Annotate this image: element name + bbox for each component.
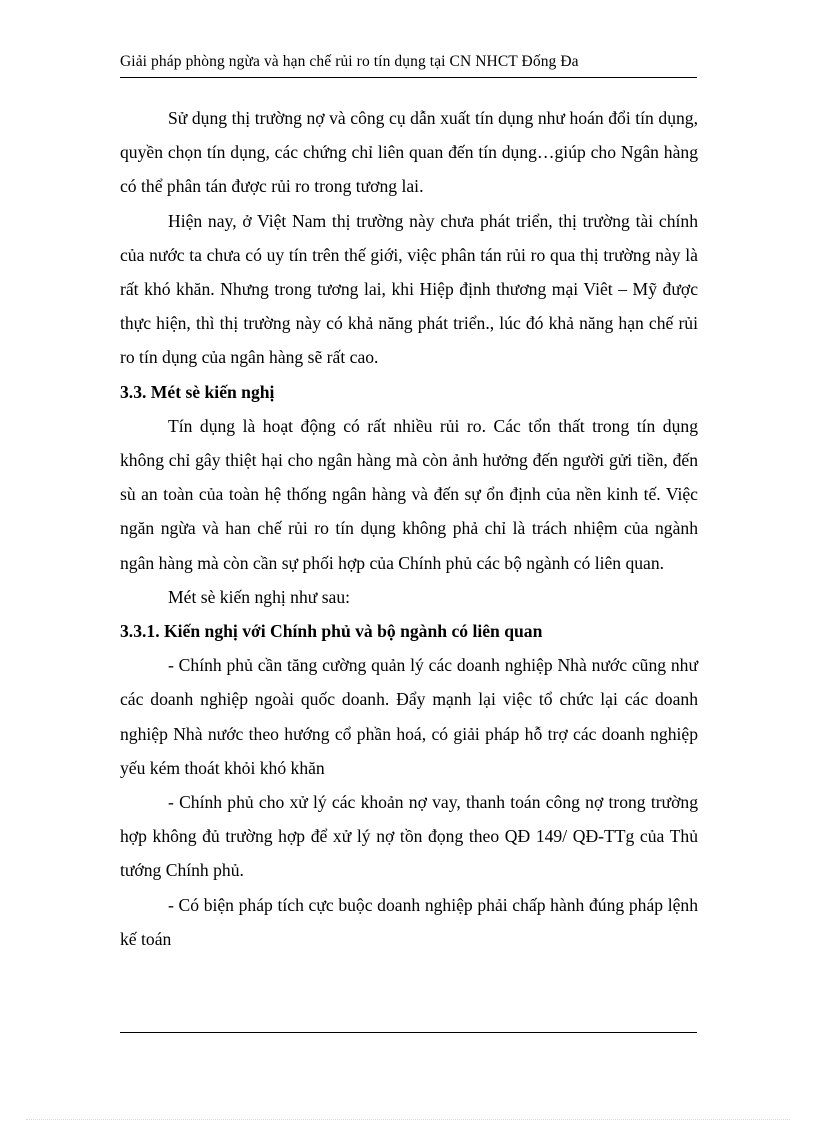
section-heading-recommendations: 3.3. Mét sè kiến nghị: [120, 381, 275, 402]
paragraph-recommendations-intro: Mét sè kiến nghị như sau:: [168, 586, 351, 607]
header-rule: [120, 77, 697, 78]
paragraph-credit-risk: Tín dụng là hoạt động có rất nhiều rủi ro. Các tổn thất trong tín dụng không chỉ gây thiệt hại cho ngân hàng mà còn ảnh hưởng đến người gửi tiền, đến sù an toàn của toàn hệ thống ngân hàng và đến sự ổn định của nền kinh tế. Việc ngăn ngừa và han chế rủi ro tín dụng không phả chỉ là trách nhiệm của ngành ngân hàng mà còn cần sự phối hợp của Chính phủ các bộ ngành có liên quan.: [120, 415, 698, 573]
paragraph-vietnam-market: Hiện nay, ở Việt Nam thị trường này chưa phát triển, thị trường tài chính của nước ta chưa có uy tín trên thế giới, việc phân tán rủi ro qua thị trường này là rất khó khăn. Nhưng trong tương lai, khi Hiệp định thương mại Viêt – Mỹ được thực hiện, thì thị trường này có khả năng phát triển., lúc đó khả năng hạn chế rủi ro tín dụng của ngân hàng sẽ rất cao.: [120, 210, 698, 368]
paragraph-accounting-law: - Có biện pháp tích cực buộc doanh nghiệp phải chấp hành đúng pháp lệnh kế toán: [120, 894, 698, 949]
paragraph-credit-derivatives: Sử dụng thị trường nợ và công cụ dẫn xuất tín dụng như hoán đổi tín dụng, quyền chọn tín dụng, các chứng chỉ liên quan đến tín dụng…giúp cho Ngân hàng có thể phân tán được rủi ro trong tương lai.: [120, 108, 698, 197]
footer-rule: [120, 1032, 697, 1033]
document-body: [120, 101, 698, 956]
page-bottom-border: [26, 1119, 790, 1120]
paragraph-state-enterprises: - Chính phủ cần tăng cường quản lý các doanh nghiệp Nhà nước cũng như các doanh nghiệp ngoài quốc doanh. Đẩy mạnh lại việc tổ chức lại các doanh nghiệp Nhà nước theo hướng cổ phần hoá, có giải pháp hỗ trợ các doanh nghiệp yếu kém thoát khỏi khó khăn: [120, 655, 698, 778]
subsection-heading-government: 3.3.1. Kiến nghị với Chính phủ và bộ ngành có liên quan: [120, 621, 543, 642]
paragraph-debt-handling: - Chính phủ cho xử lý các khoản nợ vay, thanh toán công nợ trong trường hợp không đủ trường hợp để xử lý nợ tồn đọng theo QĐ 149/ QĐ-TTg của Thủ tướng Chính phủ.: [120, 792, 698, 881]
running-header: Giải pháp phòng ngừa và hạn chế rủi ro tín dụng tại CN NHCT Đống Đa: [120, 53, 579, 70]
